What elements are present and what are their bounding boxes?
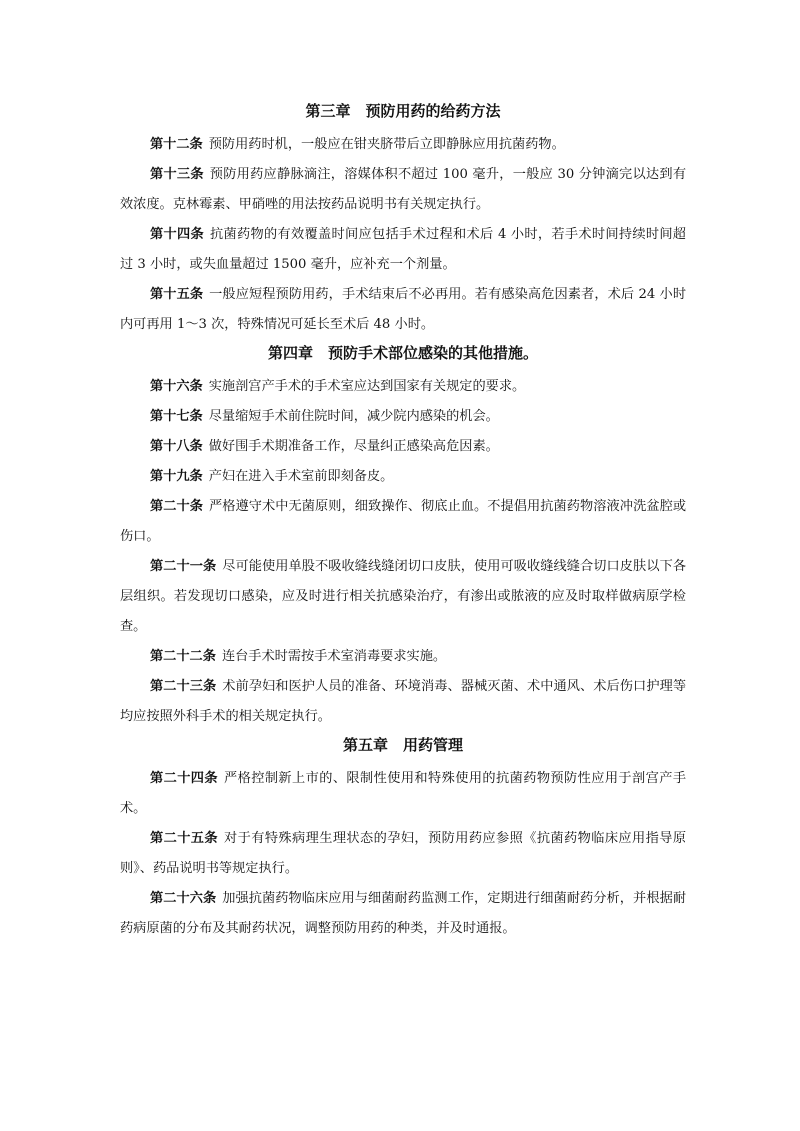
article	[120, 160, 686, 220]
article-text: 尽量缩短手术前住院时间，减少院内感染的机会。	[208, 409, 499, 424]
chapter-3	[120, 98, 686, 340]
article	[120, 432, 686, 462]
article-number: 第二十二条	[150, 649, 216, 664]
article-number: 第十四条	[150, 227, 204, 242]
article-number: 第十二条	[150, 137, 203, 152]
article-text: 术前孕妇和医护人员的准备、环境消毒、器械灭菌、术中通风、术后伤口护理等均应按照外科手术的相关规定执行。	[120, 679, 687, 724]
article	[120, 402, 686, 432]
article-text: 连台手术时需按手术室消毒要求实施。	[221, 649, 447, 664]
article	[120, 884, 686, 944]
article	[120, 824, 686, 884]
article	[120, 642, 686, 672]
article-number: 第十五条	[150, 287, 204, 302]
article-text: 严格控制新上市的、限制性使用和特殊使用的抗菌药物预防性应用于剖宫产手术。	[120, 771, 687, 816]
article-text: 严格遵守术中无菌原则，细致操作、彻底止血。不提倡用抗菌药物溶液冲洗盆腔或伤口。	[120, 499, 687, 544]
article-number: 第十八条	[150, 439, 203, 454]
article-text: 做好围手术期准备工作，尽量纠正感染高危因素。	[208, 439, 499, 454]
article-text: 尽可能使用单股不吸收缝线缝闭切口皮肤，使用可吸收缝线缝合切口皮肤以下各层组织。若发现切口感染，应及时进行相关抗感染治疗，有渗出或脓液的应及时取样做病原学检查。	[120, 559, 687, 634]
article-number: 第十三条	[150, 167, 204, 182]
article-number: 第二十五条	[150, 831, 219, 846]
article-number: 第十九条	[150, 469, 203, 484]
article-number: 第二十条	[150, 499, 204, 514]
article-number: 第十六条	[150, 379, 203, 394]
article	[120, 372, 686, 402]
article-text: 加强抗菌药物临床应用与细菌耐药监测工作，定期进行细菌耐药分析，并根据耐药病原菌的分布及其耐药状况，调整预防用药的种类，并及时通报。	[120, 891, 687, 936]
article-text: 对于有特殊病理生理状态的孕妇，预防用药应参照《抗菌药物临床应用指导原则》、药品说明书等规定执行。	[120, 831, 687, 876]
article	[120, 764, 686, 824]
article-number: 第十七条	[150, 409, 203, 424]
article	[120, 552, 686, 642]
article	[120, 220, 686, 280]
chapter-4	[120, 340, 686, 732]
article	[120, 280, 686, 340]
article-text: 抗菌药物的有效覆盖时间应包括手术过程和术后 4 小时，若手术时间持续时间超过 3 小时，或失血量超过 1500 毫升，应补充一个剂量。	[120, 227, 686, 272]
document-content	[120, 98, 686, 944]
article	[120, 672, 686, 732]
article-text: 预防用药应静脉滴注，溶媒体积不超过 100 毫升，一般应 30 分钟滴完以达到有效浓度。克林霉素、甲硝唑的用法按药品说明书有关规定执行。	[120, 167, 687, 212]
article-number: 第二十四条	[150, 771, 219, 786]
article-text: 实施剖宫产手术的手术室应达到国家有关规定的要求。	[208, 379, 526, 394]
chapter-title: 第四章 预防手术部位感染的其他措施。	[267, 344, 538, 362]
article-text: 预防用药时机，一般应在钳夹脐带后立即静脉应用抗菌药物。	[208, 137, 565, 152]
article-number: 第二十一条	[150, 559, 217, 574]
article	[120, 130, 686, 160]
article-text: 一般应短程预防用药，手术结束后不必再用。若有感染高危因素者，术后 24 小时内可再用 1～3 次，特殊情况可延长至术后 48 小时。	[120, 287, 687, 332]
article-number: 第二十六条	[150, 891, 217, 906]
article	[120, 492, 686, 552]
article-number: 第二十三条	[150, 679, 217, 694]
chapter-title: 第三章 预防用药的给药方法	[305, 102, 501, 120]
chapter-5	[120, 732, 686, 944]
article-text: 产妇在进入手术室前即刻备皮。	[208, 469, 394, 484]
chapter-title: 第五章 用药管理	[342, 736, 463, 754]
article	[120, 462, 686, 492]
